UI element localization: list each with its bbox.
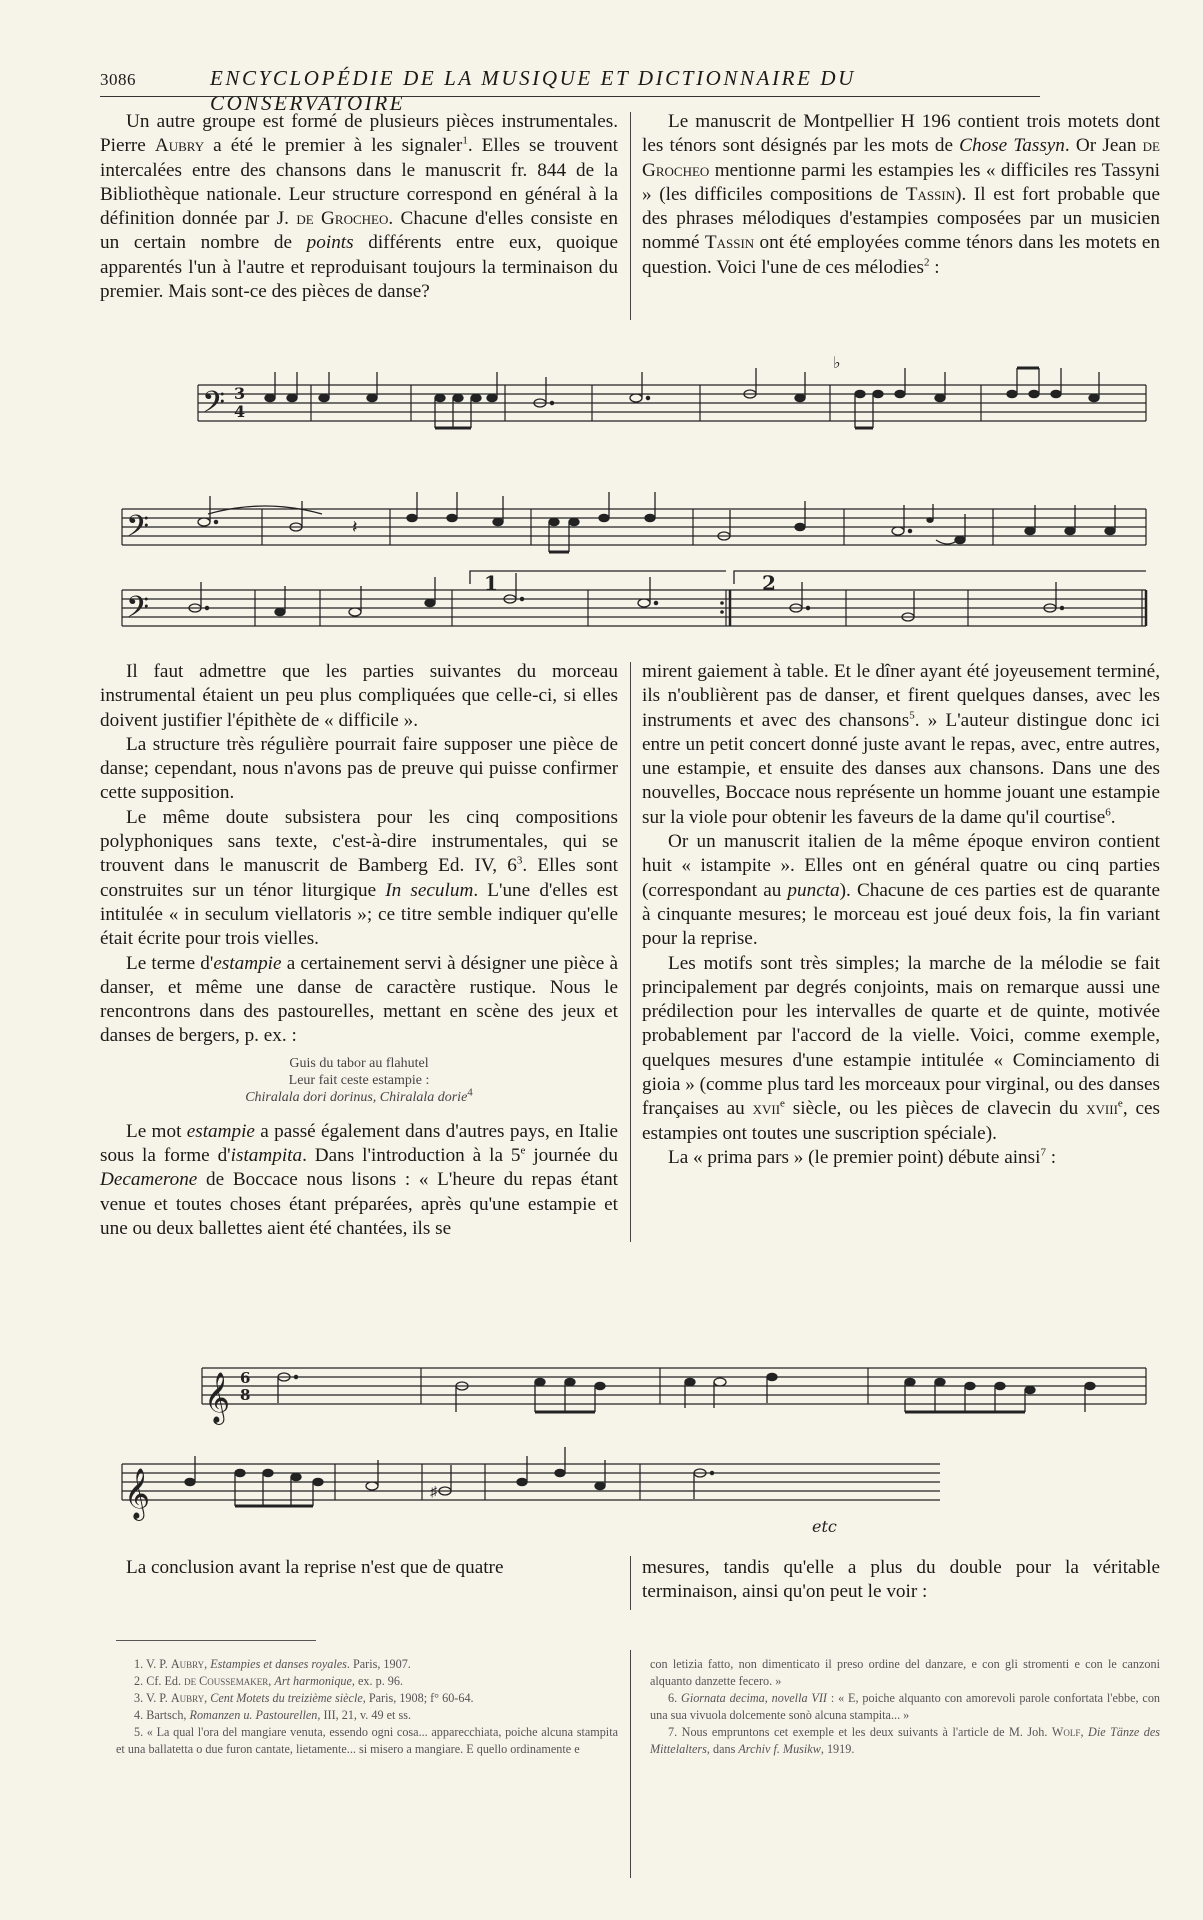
staff xyxy=(122,1464,940,1500)
paragraph: La « prima pars » (le premier point) débute ainsi$^7$ : xyxy=(668,1146,1057,1168)
paragraph: Or un manuscrit italien de la même époque environ contient huit « istampite ». Elles ont en général quatre ou cinq parties (correspondant au puncta). Chacune de ces parties est de quarante à cinquante mesures; le morceau est joué deux fois, la fin variant pour la reprise. xyxy=(642,831,1160,950)
treble-clef: 𝄞 xyxy=(204,1372,231,1423)
paragraph: La conclusion avant la reprise n'est que de quatre xyxy=(126,1557,504,1578)
time-signature: 3 xyxy=(234,384,246,403)
footnote-ref: 1 xyxy=(462,134,468,147)
column-divider xyxy=(630,1650,631,1878)
volta-2-label: 2 xyxy=(762,571,776,595)
footnote: 1. V. P. Aubry, Estampies et danses royales. Paris, 1907. xyxy=(134,1657,411,1671)
time-signature: 6 xyxy=(240,1369,251,1387)
volta-1-label: 1 xyxy=(484,571,498,595)
volta-brackets xyxy=(470,571,1146,584)
notes xyxy=(198,492,1115,552)
page-number: 3086 xyxy=(100,70,136,89)
staff xyxy=(198,385,1146,421)
music-example-bass xyxy=(0,0,1203,660)
paragraph: Le mot estampie a passé également dans d'autres pays, en Italie sous la forme d'istampita. Dans l'introduction à la 5e journée du Decamerone de Boccace nous lisons : « L'heure du repas étant venue et toutes choses étant préparées, après qu'une estampie et une ou deux ballettes aient été chantées, ils se xyxy=(100,1120,618,1239)
footnote: 6. Giornata decima, novella VII : « E, poiche alquanto con amorevoli parole confortata l'ebbe, con una sua vivuola dolcemente sonò alcuna stampita... » xyxy=(650,1691,1161,1722)
paragraph: mirent gaiement à table. Et le dîner ayant été joyeusement terminé, ils n'oublièrent pas de danser, et firent quelques danses, avec les instruments et avec des chansons$^5$. » L'auteur distingue donc ici entre un petit concert donné juste avant le repas, avec, entre autres, une estampie, et ensuite des danses aux chansons. Dans une des nouvelles, Boccace nous représente un homme jouant une estampie sur la viole pour obtenir les faveurs de la dame qu'il courtise$^6$. xyxy=(642,661,1161,828)
flat-sign: ♭ xyxy=(833,353,841,372)
svg-text:♯: ♯ xyxy=(430,1485,437,1500)
running-head: ENCYCLOPÉDIE DE LA MUSIQUE ET DICTIONNAIRE DU CONSERVATOIRE xyxy=(210,66,856,115)
staff xyxy=(122,590,1146,626)
paragraph: mesures, tandis qu'elle a plus du double pour la véritable terminaison, ainsi qu'on peut le voir : xyxy=(642,1557,1160,1603)
mid-left-column xyxy=(100,660,618,1241)
column-divider xyxy=(630,662,631,1242)
footnote-rule xyxy=(116,1640,316,1641)
bass-clef: 𝄢 xyxy=(202,386,226,427)
footnote-ref: 2 xyxy=(923,256,930,269)
footnotes-right xyxy=(650,1656,1160,1758)
paragraph: Le même doute subsistera pour les cinq compositions polyphoniques sans texte, c'est-à-dire instrumentales, qui se trouvent dans le manuscrit de Bamberg Ed. IV, $6^3$. Elles sont construites sur un ténor liturgique In seculum. L'une d'elles est intitulée « in seculum viellatoris »; ce titre semble indiquer qu'elle était écrite pour trois vielles. xyxy=(100,806,619,950)
footnote: 7. Nous empruntons cet exemple et les deux suivants à l'article de M. Joh. Wolf, Die Tänze des Mittelalters, dans Archiv f. Musikw, 1919. xyxy=(650,1725,1161,1756)
paragraph: La structure très régulière pourrait faire supposer une pièce de danse; cependant, nous n'avons pas de preuve qui puisse confirmer cette supposition. xyxy=(100,733,618,804)
treble-clef: 𝄞 xyxy=(124,1468,151,1519)
paragraph: Les motifs sont très simples; la marche de la mélodie se fait principalement par degrés conjoints, mais on remarque aussi une prédilection pour les intervalles de quarte et de quinte, motivée probablement par l'accord de la vielle. Voici, comme exemple, quelques mesures d'une estampie intitulée « Cominciamento di gioia » (comme plus tard les morceaux pour virginal, ou des danses françaises au xvii$^e$ siècle, ou les pièces de clavecin du xviii$^e$, ces estampies ont toutes une suscription spéciale). xyxy=(642,952,1160,1144)
time-signature: 4 xyxy=(234,402,246,421)
bottom-right-column xyxy=(642,1556,1160,1605)
staff xyxy=(202,1368,1146,1404)
verse-quote: Guis du tabor au flahutel Leur fait ceste estampie : Chiralala dori dorinus, Chiralala dorie$^4$ xyxy=(245,1055,473,1105)
paragraph: Le terme d'estampie a certainement servi à désigner une pièce à danser, et même une danse de caractère rustique. Nous le rencontrons dans des pastourelles, mettant en scène des jeux et danses de bergers, p. ex. : xyxy=(100,952,618,1047)
etc-label: etc xyxy=(812,1517,837,1536)
notes xyxy=(265,368,1099,428)
barlines xyxy=(122,1464,640,1500)
paragraph: Le manuscrit de Montpellier H 196 contient trois motets dont les ténors sont désignés par les mots de Chose Tassyn. Or Jean de Grocheo mentionne parmi les estampies les « difficiles res Tassyni » (les difficiles compositions de Tassin). Il est fort probable que des phrases mélodiques d'estampies composées par un musicien nommé Tassin ont été employées comme ténors dans les motets en question. Voici l'une de ces mélodies$^2$ : xyxy=(642,111,1161,278)
footnotes-left xyxy=(116,1656,618,1758)
footnote: con letizia fatto, non dimenticato il preso ordine del danzare, e con gli stromenti e con le canzoni alquanto danzette fecero. » xyxy=(650,1657,1160,1688)
paragraph: Un autre groupe est formé de plusieurs pièces instrumentales. Pierre Aubry a été le premier à les signaler$^1$. Elles se trouvent intercalées entre des chansons dans le manuscrit fr. 844 de la Bibliothèque nationale. Leur structure correspond en général à la définition donnée par J. de Grocheo. Chacune d'elles consiste en un certain nombre de points différents entre eux, quoique apparentés l'un à l'autre et reproduisant toujours la terminaison du premier. Mais sont-ce des pièces de danse? xyxy=(100,111,618,303)
footnote: 5. « La qual l'ora del mangiare venuta, essendo ogni cosa... apparecchiata, poiche alcuna stampita et una ballatetta o due furon cantate, lietamente... si misero a mangiare. E quello ordinamente e xyxy=(116,1725,618,1756)
notes xyxy=(185,1447,714,1506)
footnote: 2. Cf. Ed. de Coussemaker, Art harmonique, ex. p. 96. xyxy=(134,1674,404,1688)
bass-clef: 𝄢 xyxy=(126,591,150,632)
column-divider xyxy=(630,1556,631,1610)
mid-right-column xyxy=(642,660,1160,1170)
barlines xyxy=(202,1368,1146,1404)
notes xyxy=(278,1373,1095,1412)
svg-text:𝄽: 𝄽 xyxy=(352,517,358,537)
footnote: 3. V. P. Aubry, Cent Motets du treizième siècle, Paris, 1908; f° 60-64. xyxy=(134,1691,474,1705)
paragraph: Il faut admettre que les parties suivantes du morceau instrumental étaient un peu plus compliquées que celle-ci, si elles doivent justifier l'épithète de « difficile ». xyxy=(100,661,618,731)
time-signature: 8 xyxy=(240,1386,251,1404)
bottom-left-column xyxy=(100,1556,618,1580)
bass-clef: 𝄢 xyxy=(126,510,150,551)
footnote: 4. Bartsch, Romanzen u. Pastourellen, III, 21, v. 49 et ss. xyxy=(134,1708,412,1722)
